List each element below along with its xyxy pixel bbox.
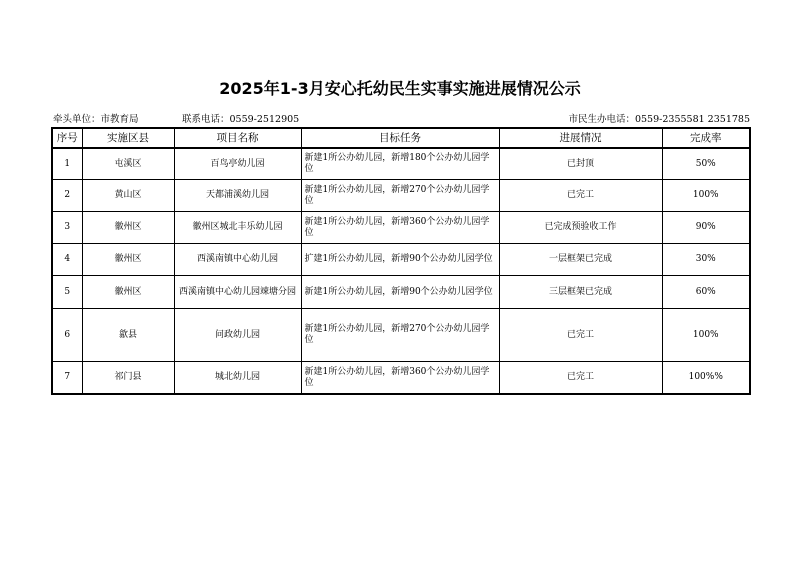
cell-project: 西溪南镇中心幼儿园竦塘分园 bbox=[174, 276, 301, 309]
cell-district: 徽州区 bbox=[82, 276, 174, 309]
cell-no: 1 bbox=[52, 148, 82, 180]
cell-progress: 已完工 bbox=[499, 309, 662, 362]
cell-project: 西溪南镇中心幼儿园 bbox=[174, 244, 301, 276]
cell-district: 黄山区 bbox=[82, 180, 174, 212]
cell-no: 2 bbox=[52, 180, 82, 212]
cell-rate: 100% bbox=[662, 309, 750, 362]
header-progress: 进展情况 bbox=[499, 128, 662, 148]
cell-task: 新建1所公办幼儿园，新增180个公办幼儿园学位 bbox=[301, 148, 499, 180]
cell-no: 4 bbox=[52, 244, 82, 276]
cell-no: 5 bbox=[52, 276, 82, 309]
progress-table bbox=[51, 127, 751, 395]
cell-project: 百鸟亭幼儿园 bbox=[174, 148, 301, 180]
cell-progress: 已完工 bbox=[499, 362, 662, 395]
cell-task: 新建1所公办幼儿园，新增360个公办幼儿园学位 bbox=[301, 362, 499, 395]
cell-district: 祁门县 bbox=[82, 362, 174, 395]
header-task: 目标任务 bbox=[301, 128, 499, 148]
cell-rate: 60% bbox=[662, 276, 750, 309]
cell-progress: 三层框架已完成 bbox=[499, 276, 662, 309]
header-district: 实施区县 bbox=[82, 128, 174, 148]
cell-no: 3 bbox=[52, 212, 82, 244]
cell-task: 新建1所公办幼儿园，新增360个公办幼儿园学位 bbox=[301, 212, 499, 244]
table-row bbox=[52, 212, 750, 244]
table-row bbox=[52, 180, 750, 212]
cell-district: 歙县 bbox=[82, 309, 174, 362]
table-row bbox=[52, 309, 750, 362]
cell-progress: 已完成预验收工作 bbox=[499, 212, 662, 244]
contact-phone: 联系电话：0559-2512905 bbox=[182, 114, 300, 125]
header-no: 序号 bbox=[52, 128, 82, 148]
cell-progress: 已完工 bbox=[499, 180, 662, 212]
cell-task: 新建1所公办幼儿园，新增270个公办幼儿园学位 bbox=[301, 309, 499, 362]
cell-no: 7 bbox=[52, 362, 82, 395]
cell-project: 徽州区城北丰乐幼儿园 bbox=[174, 212, 301, 244]
cell-rate: 30% bbox=[662, 244, 750, 276]
table-header-row bbox=[52, 128, 750, 148]
table-row bbox=[52, 362, 750, 395]
header-rate: 完成率 bbox=[662, 128, 750, 148]
cell-task: 扩建1所公办幼儿园，新增90个公办幼儿园学位 bbox=[301, 244, 499, 276]
cell-rate: 90% bbox=[662, 212, 750, 244]
table-row bbox=[52, 148, 750, 180]
table-row bbox=[52, 276, 750, 309]
cell-progress: 一层框架已完成 bbox=[499, 244, 662, 276]
cell-rate: 100%% bbox=[662, 362, 750, 395]
cell-task: 新建1所公办幼儿园，新增270个公办幼儿园学位 bbox=[301, 180, 499, 212]
table-row bbox=[52, 244, 750, 276]
cell-district: 屯溪区 bbox=[82, 148, 174, 180]
cell-task: 新建1所公办幼儿园，新增90个公办幼儿园学位 bbox=[301, 276, 499, 309]
cell-rate: 50% bbox=[662, 148, 750, 180]
cell-rate: 100% bbox=[662, 180, 750, 212]
lead-unit: 牵头单位：市教育局 bbox=[53, 114, 139, 125]
cell-progress: 已封顶 bbox=[499, 148, 662, 180]
cell-project: 天都浦溪幼儿园 bbox=[174, 180, 301, 212]
hotline-phone: 市民生办电话：0559-2355581 2351785 bbox=[568, 114, 750, 125]
page-title: 2025年1-3月安心托幼民生实事实施进展情况公示 bbox=[219, 79, 581, 98]
cell-project: 问政幼儿园 bbox=[174, 309, 301, 362]
header-project: 项目名称 bbox=[174, 128, 301, 148]
cell-district: 徽州区 bbox=[82, 212, 174, 244]
cell-no: 6 bbox=[52, 309, 82, 362]
cell-district: 徽州区 bbox=[82, 244, 174, 276]
cell-project: 城北幼儿园 bbox=[174, 362, 301, 395]
